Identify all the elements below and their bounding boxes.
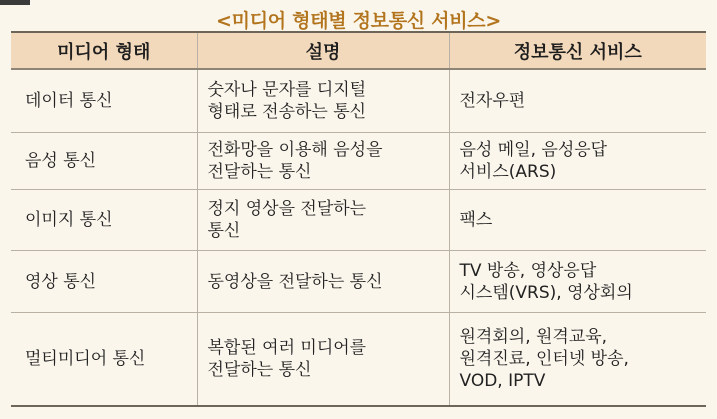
description-cell	[197, 190, 449, 251]
table-row	[11, 251, 706, 313]
description-line: 전달하는 통신	[207, 360, 312, 380]
service-cell	[449, 251, 706, 313]
service-line: TV 방송, 영상응답	[459, 260, 597, 281]
service-line: 원격진료, 인터넷 방송,	[459, 349, 629, 369]
header-service: 정보통신 서비스	[449, 32, 706, 69]
corner-mark	[0, 0, 30, 5]
service-cell	[449, 313, 706, 407]
table-row	[11, 133, 706, 190]
service-line: 전자우편	[459, 91, 526, 111]
header-row	[11, 32, 706, 69]
service-line: 원격회의, 원격교육,	[459, 327, 608, 347]
table-row	[11, 69, 706, 133]
description-line: 전화망을 이용해 음성을	[207, 140, 383, 160]
service-line: VOD, IPTV	[459, 371, 546, 391]
table-row	[11, 190, 706, 251]
service-line: 서비스(ARS)	[459, 162, 557, 182]
service-line: 시스템(VRS), 영상회의	[459, 282, 633, 303]
description-line: 형태로 전송하는 통신	[207, 102, 367, 122]
service-cell	[449, 190, 706, 251]
media-type-cell: 멀티미디어 통신	[11, 313, 197, 407]
description-cell	[197, 251, 449, 313]
service-cell	[449, 69, 706, 133]
description-cell	[197, 69, 449, 133]
description-line: 동영상을 전달하는 통신	[207, 271, 383, 292]
description-cell	[197, 313, 449, 407]
description-line: 숫자나 문자를 디지털	[207, 80, 367, 100]
description-line: 복합된 여러 미디어를	[207, 338, 367, 358]
description-line: 정지 영상을 전달하는	[207, 199, 367, 219]
service-line: 음성 메일, 음성응답	[459, 140, 608, 160]
table-title: <미디어 형태별 정보통신 서비스>	[216, 10, 501, 32]
service-line: 팩스	[459, 210, 493, 230]
media-type-cell: 데이터 통신	[11, 69, 197, 133]
media-type-cell: 영상 통신	[11, 251, 197, 313]
description-cell	[197, 133, 449, 190]
table-row	[11, 313, 706, 407]
header-description: 설명	[197, 32, 449, 69]
media-type-cell: 이미지 통신	[11, 190, 197, 251]
description-line: 전달하는 통신	[207, 162, 312, 182]
media-services-table	[11, 31, 706, 407]
header-media-type: 미디어 형태	[11, 32, 197, 69]
service-cell	[449, 133, 706, 190]
media-type-cell: 음성 통신	[11, 133, 197, 190]
description-line: 통신	[207, 221, 241, 241]
